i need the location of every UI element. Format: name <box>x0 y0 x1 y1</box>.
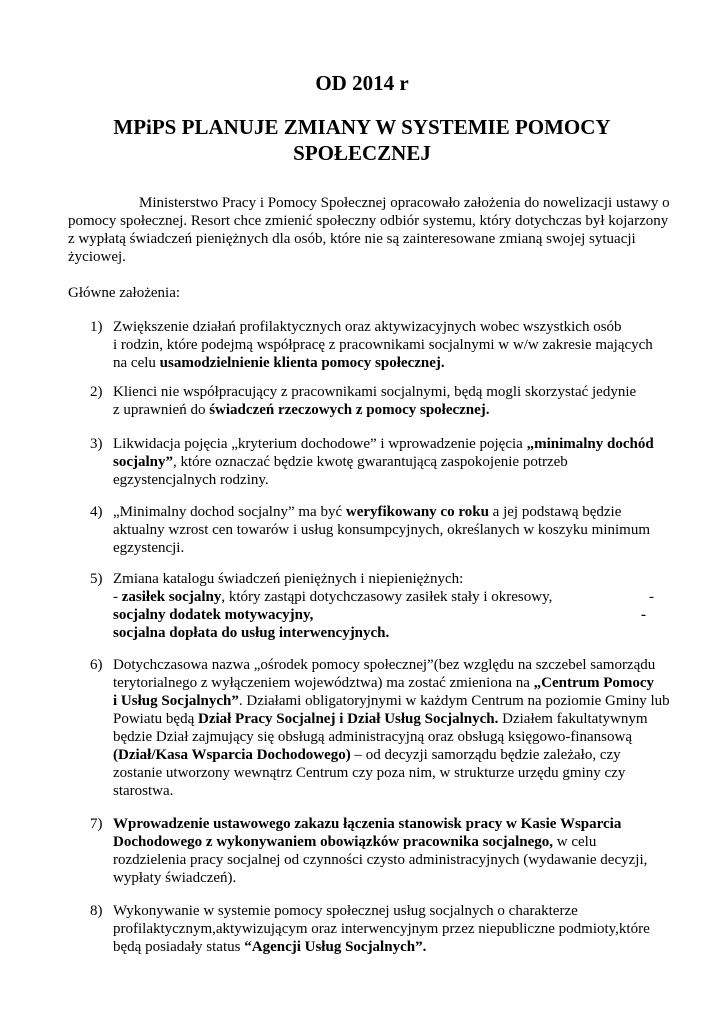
list-item-line <box>113 833 596 851</box>
list-item-line: Wykonywanie w systemie pomocy społecznej usług socjalnych o charakterze <box>113 903 578 919</box>
bold-text-run: weryfikowany co roku <box>345 504 489 520</box>
list-item-number: 6) <box>90 657 103 673</box>
list-item-line <box>113 503 621 521</box>
bold-text-run: Dział Pracy Socjalnej i Dział Usług Socjalnych. <box>197 711 499 727</box>
text-run: na celu <box>113 355 160 371</box>
bold-text-run: (Dział/Kasa Wsparcia Dochodowego) <box>113 747 351 763</box>
intro-line: życiowej. <box>68 249 126 265</box>
list-item-number: 8) <box>90 903 103 919</box>
list-item-number: 7) <box>90 816 103 832</box>
list-item-line: egzystencjalnych rodziny. <box>113 472 269 488</box>
text-run: - <box>113 589 122 605</box>
list-item-line <box>113 435 654 453</box>
bold-text-run: zasiłek socjalny <box>121 589 222 605</box>
list-item-line <box>113 938 426 956</box>
list-item-line: starostwa. <box>113 783 174 799</box>
list-item-line: egzystencji. <box>113 540 185 556</box>
bold-text-run: „Centrum Pomocy <box>533 675 655 691</box>
list-item-line: rozdzielenia pracy socjalnej od czynności czysto administracyjnych (wydawanie decyzji, <box>113 852 648 868</box>
text-run: „Minimalny dochod socjalny” ma być <box>113 504 346 520</box>
list-item-line: Klienci nie współpracujący z pracownikami socjalnymi, będą mogli skorzystać jedynie <box>113 384 637 400</box>
list-item-line: będzie Dział zajmujący się obsługą administracyjną oraz obsługą księgowo-finansową <box>113 729 632 745</box>
document-title-line-1: MPiPS PLANUJE ZMIANY W SYSTEMIE POMOCY <box>113 115 611 139</box>
list-item-number: 1) <box>90 319 103 335</box>
text-run: Działem fakultatywnym <box>498 711 648 727</box>
text-run: z uprawnień do <box>113 402 210 418</box>
list-item-line: Dotychczasowa nazwa „ośrodek pomocy społecznej”(bez względu na szczebel samorządu <box>113 657 656 673</box>
intro-line: Ministerstwo Pracy i Pomocy Społecznej opracowało założenia do nowelizacji ustawy o <box>139 195 670 211</box>
list-item-number: 3) <box>90 436 103 452</box>
bold-text-run: - <box>641 607 646 623</box>
list-dash <box>641 606 646 624</box>
text-run: terytorialnego z wyłączeniem województwa) ma zostać zmieniona na <box>113 675 534 691</box>
list-item-line <box>113 624 389 642</box>
text-run: , który zastąpi dotychczasowy zasiłek stały i okresowy, <box>221 589 553 605</box>
bold-text-run: „minimalny dochód <box>526 436 654 452</box>
text-run: Powiatu będą <box>113 711 198 727</box>
text-run: będą posiadały status <box>113 939 245 955</box>
list-item-line: Zmiana katalogu świadczeń pieniężnych i niepieniężnych: <box>113 571 464 587</box>
text-run: , które oznaczać będzie kwotę gwarantującą zaspokojenie potrzeb <box>173 454 568 470</box>
bold-text-run: socjalny dodatek motywacyjny, <box>113 607 314 623</box>
text-run: . Działami obligatoryjnymi w każdym Centrum na poziomie Gminy lub <box>238 693 670 709</box>
list-item-number: 5) <box>90 571 103 587</box>
text-run: a jej podstawą będzie <box>488 504 622 520</box>
bold-text-run: socjalna dopłata do usług interwencyjnych. <box>113 625 390 641</box>
bold-text-run: Dochodowego z wykonywaniem obowiązków pracownika socjalnego, <box>113 834 554 850</box>
list-item-line: i rodzin, które podejmą współpracę z pracownikami socjalnymi w w/w zakresie mających <box>113 337 653 353</box>
list-item-line <box>113 710 648 728</box>
intro-line: pomocy społecznej. Resort chce zmienić społeczny odbiór systemu, który dotychczas był kojarzony <box>68 213 669 229</box>
list-item-line: Zwiększenie działań profilaktycznych oraz aktywizacyjnych wobec wszystkich osób <box>113 319 622 335</box>
list-item-number: 4) <box>90 504 103 520</box>
list-item-line <box>113 746 621 764</box>
bold-text-run: usamodzielnienie klienta pomocy społecznej. <box>159 355 445 371</box>
bold-text-run: Wprowadzenie ustawowego zakazu łączenia stanowisk pracy w Kasie Wsparcia <box>113 816 622 832</box>
list-item-line <box>113 401 490 419</box>
list-item-line: wypłaty świadczeń). <box>113 870 237 886</box>
document-date-heading: OD 2014 r <box>315 71 409 95</box>
list-item-line: profilaktycznym,aktywizującym oraz interwencyjnym przez niepubliczne podmioty,które <box>113 921 650 937</box>
list-item-line: aktualny wzrost cen towarów i usług konsumpcyjnych, określanych w koszyku minimum <box>113 522 650 538</box>
bold-text-run: “Agencji Usług Socjalnych”. <box>244 939 427 955</box>
main-points-label: Główne założenia: <box>68 285 181 301</box>
text-run: Likwidacja pojęcia „kryterium dochodowe” i wprowadzenie pojęcia <box>113 436 527 452</box>
list-dash: - <box>649 589 654 605</box>
text-run: w celu <box>553 834 597 850</box>
list-item-line <box>113 815 621 833</box>
list-item-line <box>113 606 313 624</box>
list-item-line <box>113 354 445 372</box>
document-title-line-2: SPOŁECZNEJ <box>293 141 431 165</box>
bold-text-run: i Usług Socjalnych” <box>113 693 239 709</box>
list-item-line: zostanie utworzony wewnątrz Centrum czy poza nim, w strukturze urzędu gminy czy <box>113 765 626 781</box>
intro-line: z wypłatą świadczeń pieniężnych dla osób, które nie są zainteresowane zmianą swojej sytuacji <box>68 231 636 247</box>
list-item-line <box>113 453 568 471</box>
text-run: – od decyzji samorządu będzie zależało, czy <box>350 747 621 763</box>
list-item-line <box>113 692 670 710</box>
bold-text-run: świadczeń rzeczowych z pomocy społecznej. <box>209 402 490 418</box>
list-item-number: 2) <box>90 384 103 400</box>
list-item-line <box>113 588 552 606</box>
bold-text-run: socjalny” <box>113 454 173 470</box>
list-item-line <box>113 674 654 692</box>
